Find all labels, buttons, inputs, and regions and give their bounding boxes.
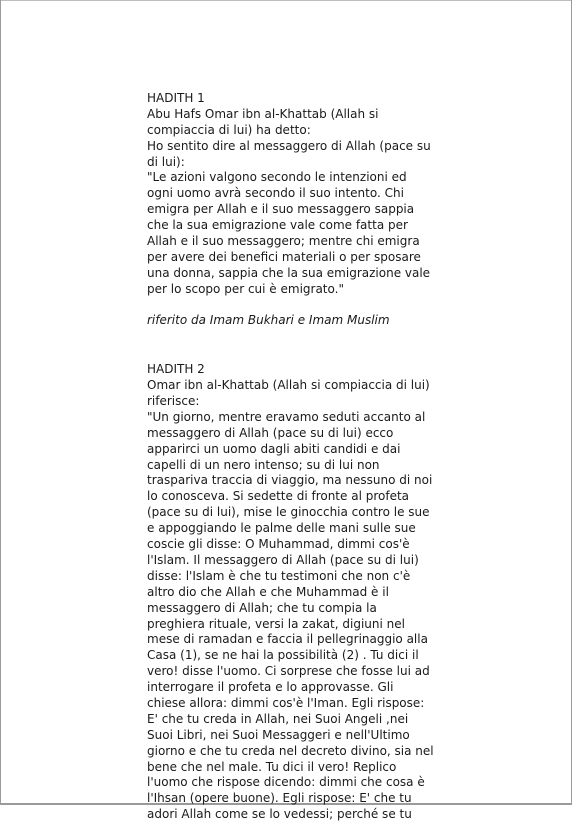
page-left-edge	[0, 0, 1, 805]
hadith-1-line: Abu Hafs Omar ibn al-Khattab (Allah si	[147, 106, 379, 121]
document-body	[147, 91, 447, 823]
section-gap	[147, 345, 447, 362]
hadith-1-line: una donna, sappia che la sua emigrazione vale	[147, 265, 431, 280]
hadith-2-line: e appoggiando le palme delle mani sulle sue	[147, 521, 416, 536]
hadith-1-line: che la sua emigrazione vale come fatta per	[147, 218, 408, 233]
hadith-2-line: bene che nel male. Tu dici il vero! Replico	[147, 759, 397, 774]
hadith-2-line: adori Allah come se lo vedessi; perché se tu	[147, 807, 412, 822]
hadith-1-line: Allah e il suo messaggero; mentre chi emigra	[147, 234, 420, 249]
hadith-1-line: "Le azioni valgono secondo le intenzioni ed	[147, 170, 407, 185]
hadith-1-line: emigra per Allah e il suo messaggero sappia	[147, 202, 415, 217]
hadith-2-line: Omar ibn al-Khattab (Allah si compiaccia di lui)	[147, 378, 430, 393]
hadith-2-line: l'Ihsan (opere buone). Egli rispose: E' che tu	[147, 791, 412, 806]
hadith-1-line: per avere dei benefici materiali o per sposare	[147, 249, 421, 264]
hadith-2-heading: HADITH 2	[147, 362, 205, 377]
hadith-1-line: per lo scopo per cui è emigrato."	[147, 281, 344, 296]
hadith-2	[147, 362, 447, 823]
hadith-2-line: Casa (1), se ne hai la possibilità (2) . Tu dici il	[147, 648, 419, 663]
page-top-edge	[0, 0, 572, 1]
hadith-1-line: compiaccia di lui) ha detto:	[147, 122, 311, 137]
hadith-1-heading: HADITH 1	[147, 91, 205, 105]
hadith-2-line: vero! disse l'uomo. Ci sorprese che fosse lui ad	[147, 664, 430, 679]
paragraph-gap	[147, 298, 447, 314]
hadith-2-line: "Un giorno, mentre eravamo seduti accanto al	[147, 409, 426, 424]
hadith-2-line: interrogare il profeta e lo approvasse. Gli	[147, 680, 394, 695]
hadith-2-line: preghiera rituale, versi la zakat, digiuni nel	[147, 616, 405, 631]
hadith-1-line: Ho sentito dire al messaggero di Allah (pace su	[147, 138, 431, 153]
hadith-1-source: riferito da Imam Bukhari e Imam Muslim	[147, 313, 390, 328]
hadith-2-line: E' che tu creda in Allah, nei Suoi Angeli ,nei	[147, 711, 409, 726]
hadith-2-line: mese di ramadan e faccia il pellegrinaggio alla	[147, 632, 428, 647]
hadith-2-line: disse: l'Islam è che tu testimoni che non c'è	[147, 568, 411, 583]
hadith-2-line: altro dio che Allah e che Muhammad è il	[147, 584, 389, 599]
hadith-2-line: riferisce:	[147, 394, 200, 409]
hadith-2-line: (pace su di lui), mise le ginocchia contro le sue	[147, 505, 430, 520]
hadith-2-line: giorno e che tu creda nel decreto divino, sia nel	[147, 743, 434, 758]
hadith-2-line: messaggero di Allah (pace su di lui) ecco	[147, 425, 394, 440]
hadith-1-line: di lui):	[147, 154, 185, 169]
hadith-2-line: traspariva traccia di viaggio, ma nessuno di noi	[147, 473, 433, 488]
section-gap	[147, 329, 447, 345]
hadith-2-line: lo conosceva. Si sedette di fronte al profeta	[147, 489, 410, 504]
hadith-1	[147, 91, 447, 329]
hadith-2-line: l'uomo che rispose dicendo: dimmi che cosa è	[147, 775, 425, 790]
hadith-2-line: capelli di un nero intenso; su di lui non	[147, 457, 380, 472]
hadith-2-line: coscie gli disse: O Muhammad, dimmi cos'è	[147, 537, 410, 552]
hadith-1-line: ogni uomo avrà secondo il suo intento. Chi	[147, 186, 404, 201]
hadith-2-line: chiese allora: dimmi cos'è l'Iman. Egli rispose:	[147, 695, 425, 710]
hadith-2-line: Suoi Libri, nei Suoi Messaggeri e nell'Ultimo	[147, 727, 410, 742]
hadith-2-line: messaggero di Allah; che tu compia la	[147, 600, 377, 615]
hadith-2-line: l'Islam. Il messaggero di Allah (pace su di lui)	[147, 552, 419, 567]
hadith-2-line: apparirci un uomo dagli abiti candidi e dai	[147, 441, 401, 456]
